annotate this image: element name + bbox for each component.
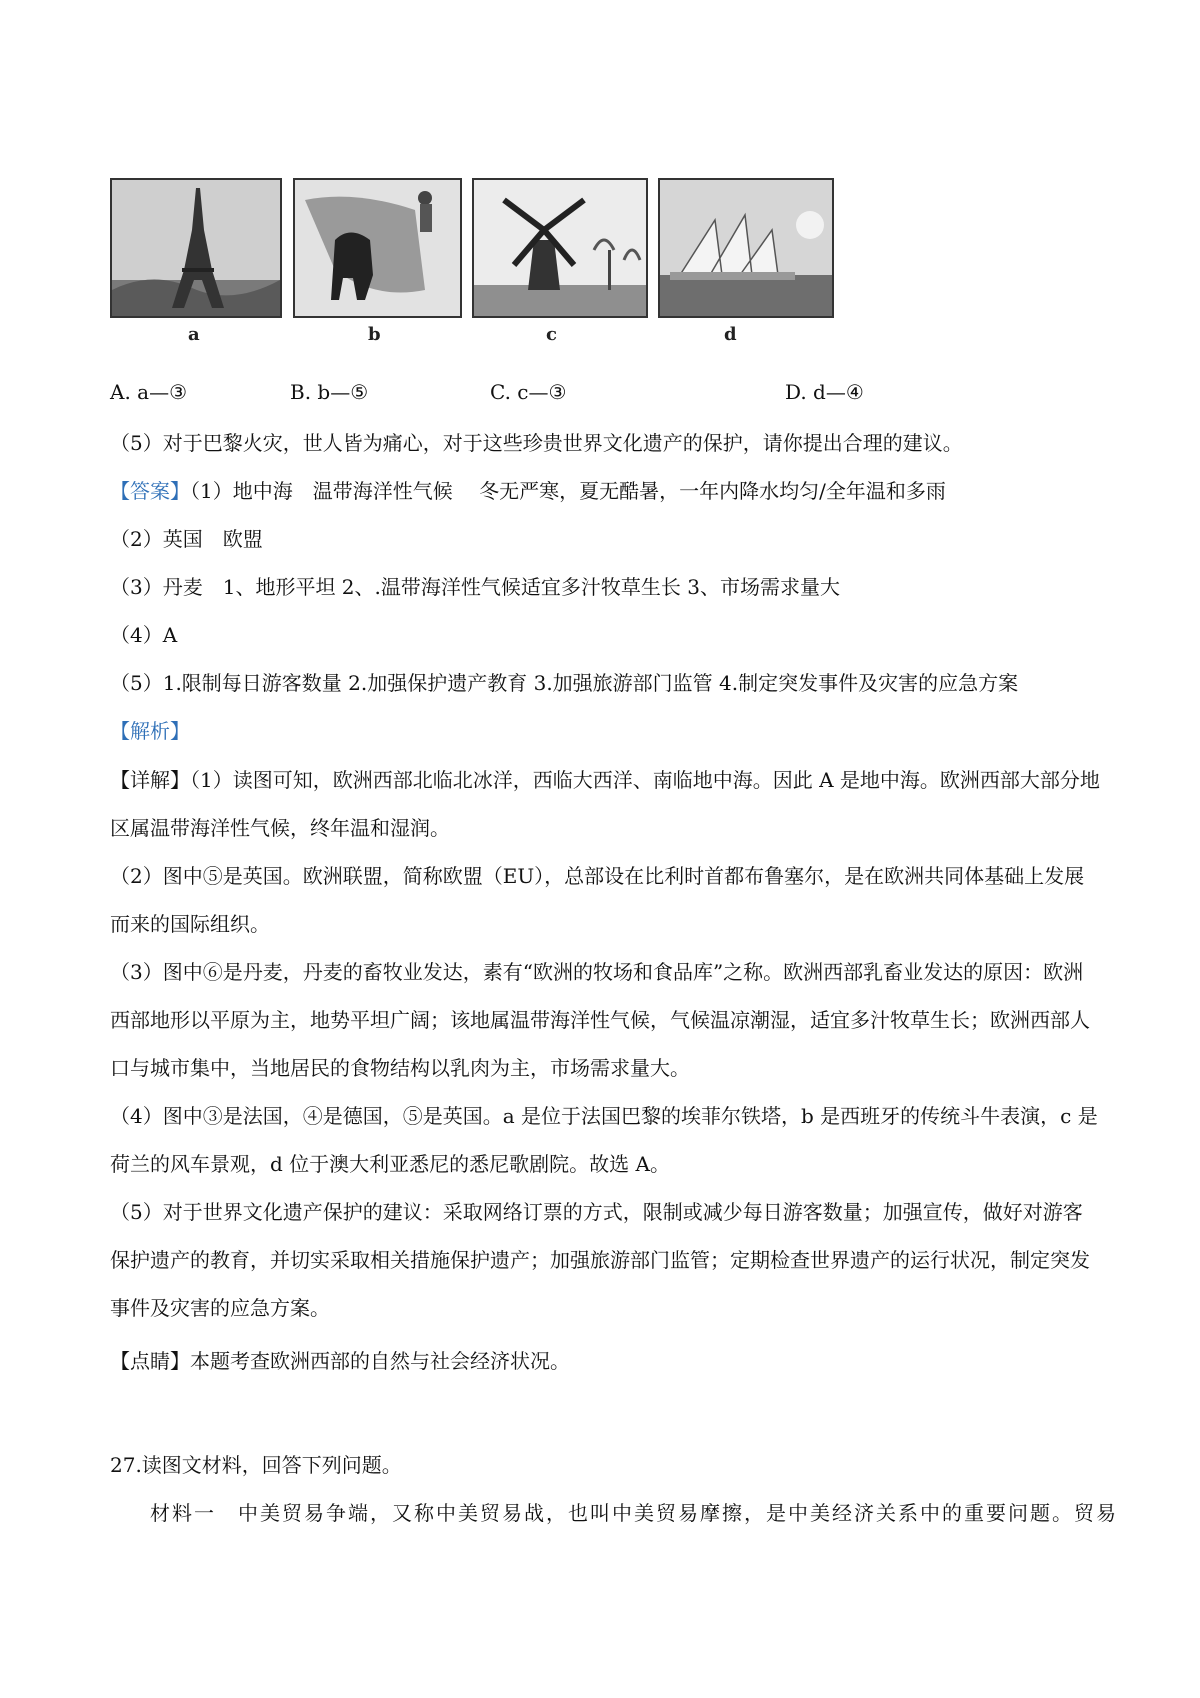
option-b: B. b—⑤ (290, 380, 369, 404)
answer-options (110, 380, 1090, 410)
photo-label-a: a (188, 324, 200, 345)
answer-4: （4）A (110, 623, 178, 647)
answer-2: （2）英国 欧盟 (110, 527, 263, 551)
detail-5: （5）对于世界文化遗产保护的建议：采取网络订票的方式，限制或减少每日游客数量；加强宣传，做好对游客保护遗产的教育，并切实采取相关措施保护遗产；加强旅游部门监管；定期检查世界遗产的运行状况，制定突发事件及灾害的应急方案。 (110, 1200, 1090, 1320)
landmark-photo-strip (110, 170, 910, 360)
answer-1: （1）地中海 温带海洋性气候 冬无严寒，夏无酷暑，一年内降水均匀/全年温和多雨 (190, 479, 946, 503)
windmill-photo (472, 178, 648, 318)
answer-tag: 【答案】 (110, 479, 190, 503)
eiffel-tower-photo (110, 178, 282, 318)
answer-line-1 (110, 476, 946, 506)
detail-1: 【详解】（1）读图可知，欧洲西部北临北冰洋，西临大西洋、南临地中海。因此 A 是地中海。欧洲西部大部分地区属温带海洋性气候，终年温和湿润。 (110, 768, 1100, 840)
photo-label-c: c (546, 324, 557, 345)
comment: 【点睛】本题考查欧洲西部的自然与社会经济状况。 (110, 1349, 570, 1373)
detail-3: （3）图中⑥是丹麦，丹麦的畜牧业发达，素有“欧洲的牧场和食品库”之称。欧洲西部乳畜业发达的原因：欧洲西部地形以平原为主，地势平坦广阔；该地属温带海洋性气候，气候温凉潮湿，适宜多汁牧草生长；欧洲西部人口与城市集中，当地居民的食物结构以乳肉为主，市场需求量大。 (110, 960, 1090, 1080)
option-a: A. a—③ (110, 380, 188, 404)
detail-4: （4）图中③是法国，④是德国，⑤是英国。a 是位于法国巴黎的埃菲尔铁塔，b 是西班牙的传统斗牛表演，c 是荷兰的风车景观，d 位于澳大利亚悉尼的悉尼歌剧院。故选 A。 (110, 1104, 1098, 1176)
detail-2: （2）图中⑤是英国。欧洲联盟，简称欧盟（EU），总部设在比利时首都布鲁塞尔，是在欧洲共同体基础上发展而来的国际组织。 (110, 864, 1085, 936)
photo-label-b: b (368, 324, 381, 345)
answer-3: （3）丹麦 1、地形平坦 2、.温带海洋性气候适宜多汁牧草生长 3、市场需求量大 (110, 575, 840, 599)
material-1: 材料一 中美贸易争端，又称中美贸易战，也叫中美贸易摩擦，是中美经济关系中的重要问题。贸易 (150, 1501, 1118, 1525)
answer-5: （5）1.限制每日游客数量 2.加强保护遗产教育 3.加强旅游部门监管 4.制定突发事件及灾害的应急方案 (110, 671, 1019, 695)
option-c: C. c—③ (490, 380, 567, 404)
opera-house-photo (658, 178, 834, 318)
question-27-title: 27.读图文材料，回答下列问题。 (110, 1453, 402, 1477)
photo-label-d: d (724, 324, 737, 345)
bullfight-photo (293, 178, 462, 318)
question-5: （5）对于巴黎火灾，世人皆为痛心，对于这些珍贵世界文化遗产的保护，请你提出合理的建议。 (110, 431, 963, 455)
option-d: D. d—④ (785, 380, 864, 404)
analysis-tag: 【解析】 (110, 719, 190, 743)
